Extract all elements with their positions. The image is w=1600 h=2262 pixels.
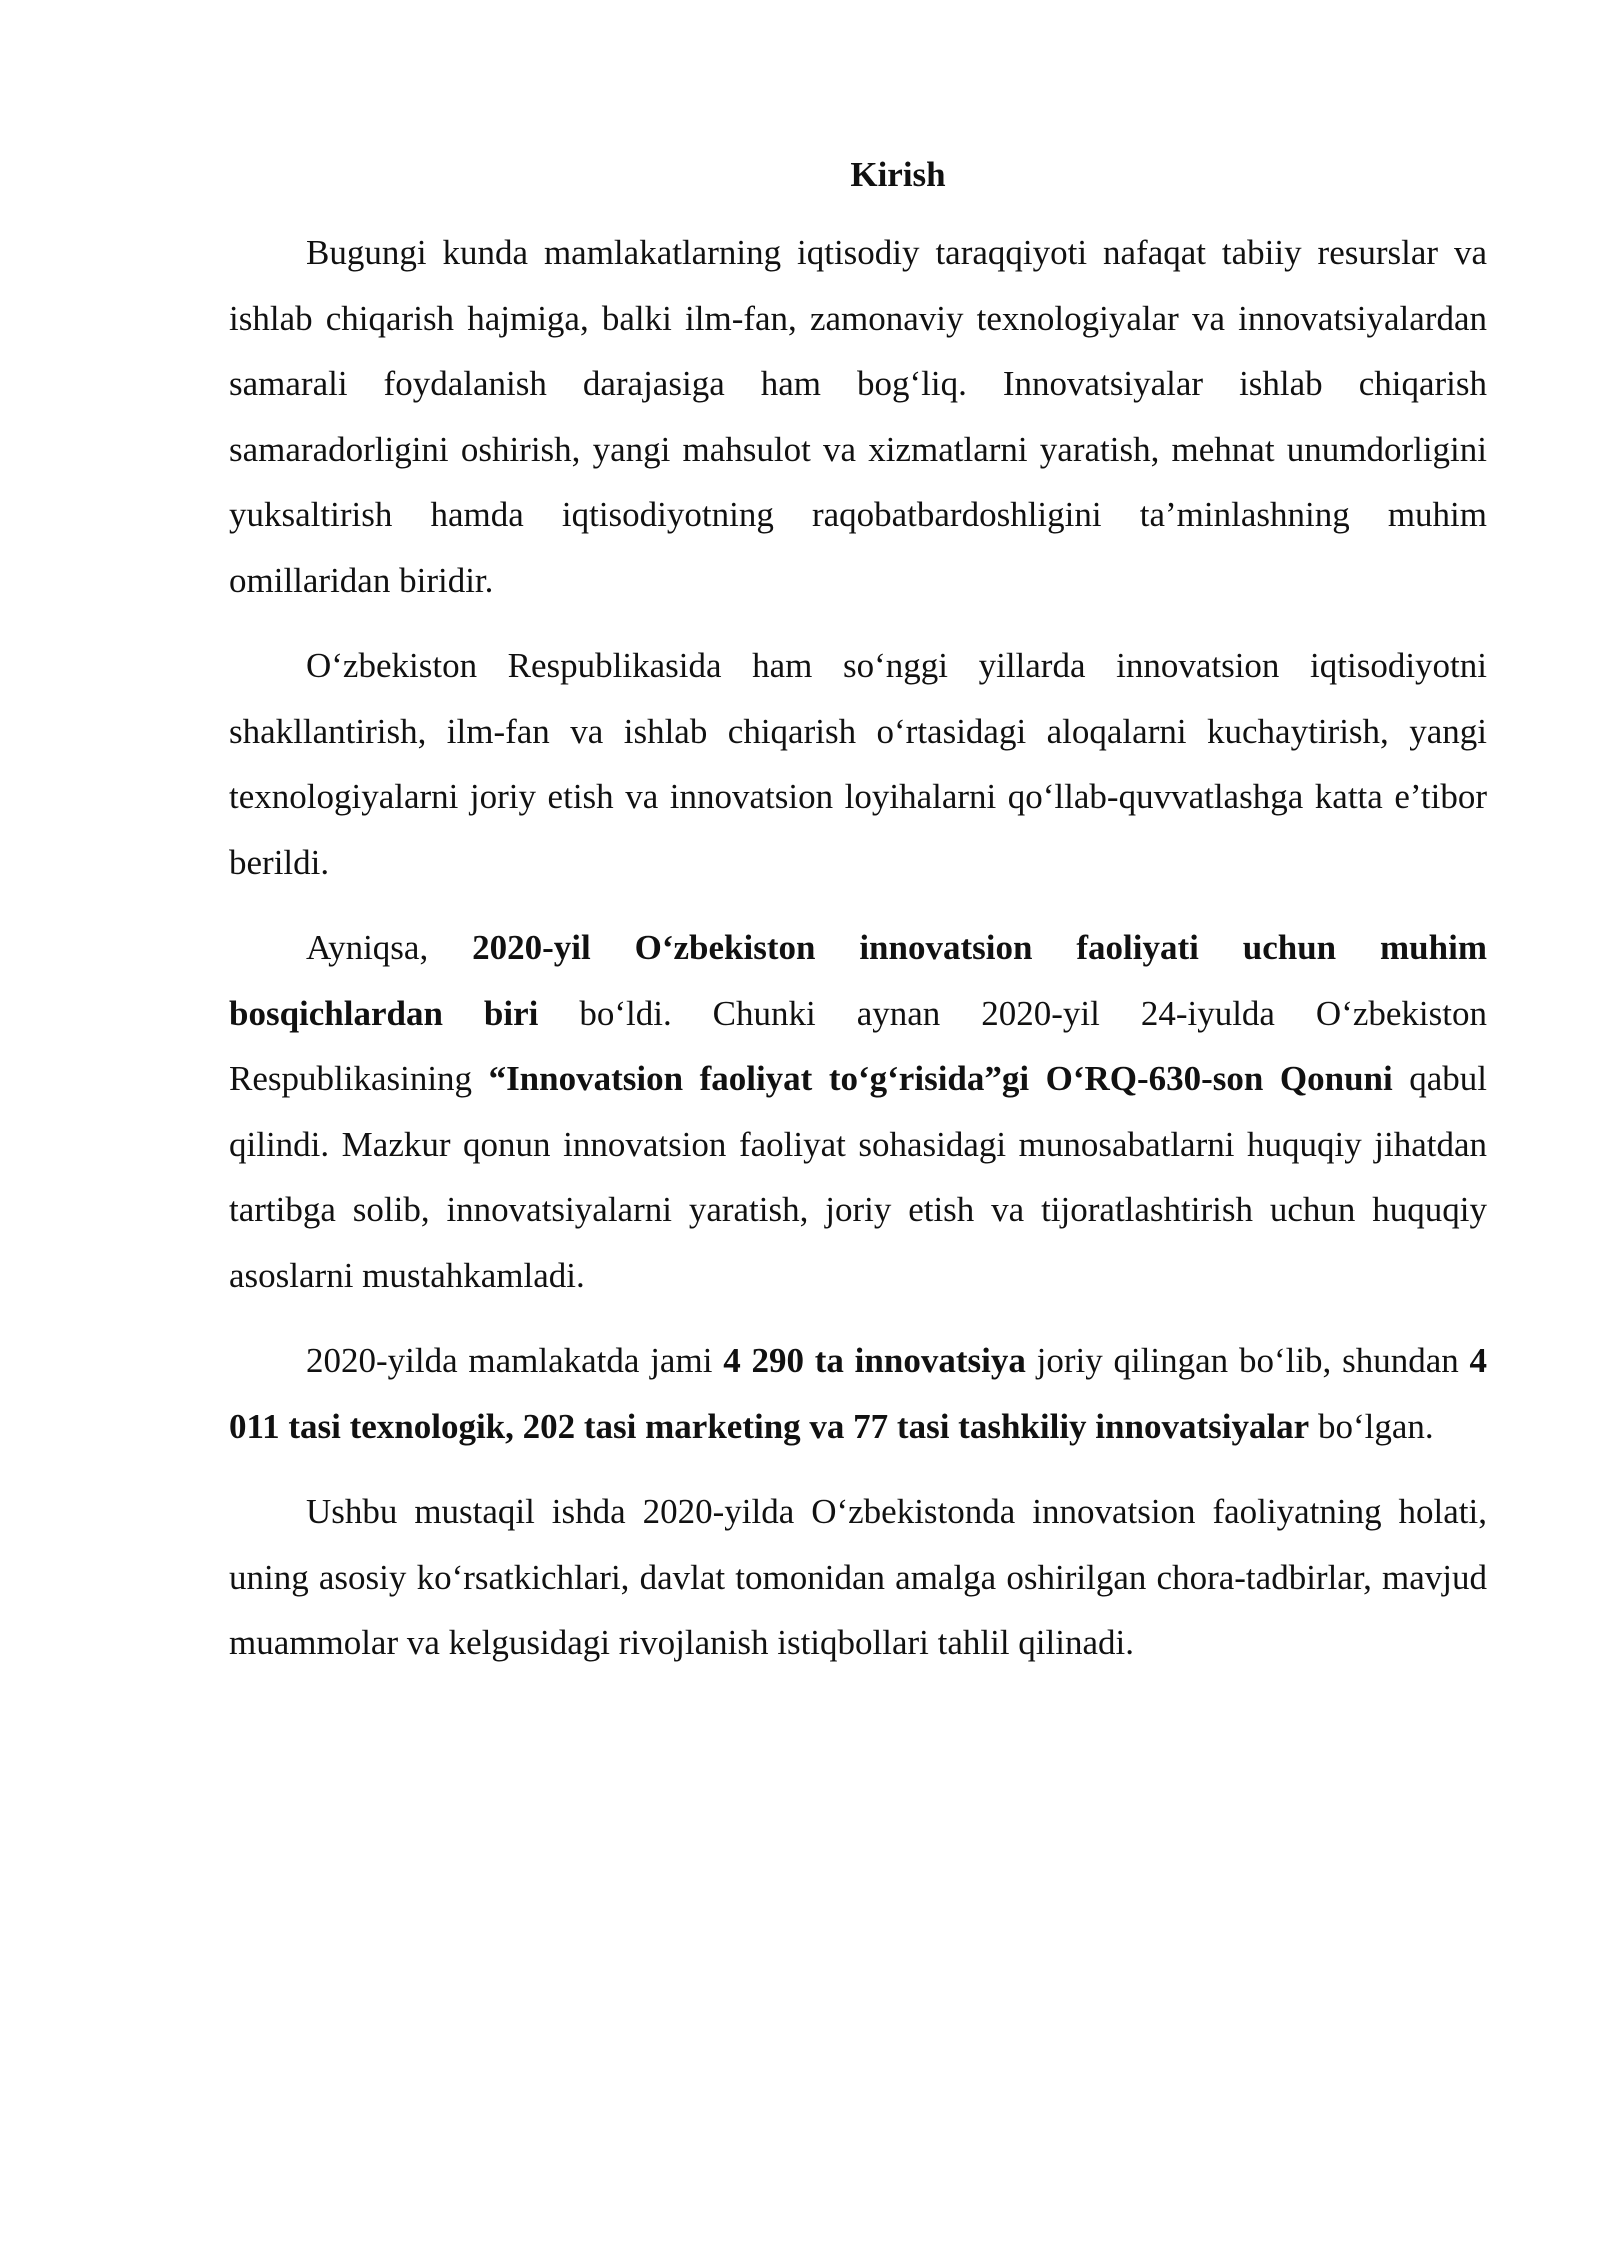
document-body [229,150,1487,1696]
paragraph-4-text-c: bo‘lgan. [1309,1406,1434,1446]
paragraph-3-bold-law: “Innovatsion faoliyat to‘g‘risida”gi O‘RQ-630-son Qonuni [488,1059,1393,1098]
page-title: Kirish [850,155,946,194]
paragraph-4-text-b: joriy qilingan bo‘lib, shundan [1025,1341,1470,1380]
paragraph-4 [229,1328,1487,1459]
paragraph-5 [229,1479,1487,1676]
paragraph-3-bold-milestone: 2020-yil O‘zbekiston innovatsion faoliyati uchun muhim bosqichlardan biri [229,928,1487,1033]
paragraph-2-text: O‘zbekiston Respublikasida ham so‘nggi yillarda innovatsion iqtisodiyotni shakllantirish, ilm-fan va ishlab chiqarish o‘rtasidagi aloqalarni kuchaytirish, yangi texnologiyalarni joriy etish va innovatsion loyihalarni qo‘llab-quvvatlashga katta e’tibor berildi. [229,646,1487,882]
paragraph-4-bold-breakdown: 4 011 tasi texnologik, 202 tasi marketing va 77 tasi tashkiliy innovatsiyalar [229,1341,1487,1446]
paragraph-5-text: Ushbu mustaqil ishda 2020-yilda O‘zbekistonda innovatsion faoliyatning holati, uning asosiy ko‘rsatkichlari, davlat tomonidan amalga oshirilgan chora-tadbirlar, mavjud muammolar va kelgusidagi rivojlanish istiqbollari tahlil qilinadi. [229,1492,1487,1662]
paragraph-3-text-c: qabul qilindi. Mazkur qonun innovatsion faoliyat sohasidagi munosabatlarni huquqiy jihatdan tartibga solib, innovatsiyalarni yaratish, joriy etish va tijoratlashtirish uchun huquqiy asoslarni mustahkamladi. [229,1059,1487,1295]
paragraph-1 [229,220,1487,613]
paragraph-2 [229,633,1487,895]
paragraph-3-text-b: bo‘ldi. Chunki aynan 2020-yil 24-iyulda O‘zbekiston Respublikasining [229,993,1487,1098]
paragraph-3 [229,915,1487,1308]
paragraph-4-bold-total: 4 290 ta innovatsiya [723,1341,1026,1380]
paragraph-4-text-a: 2020-yilda mamlakatda jami [306,1341,724,1380]
paragraph-1-text: Bugungi kunda mamlakatlarning iqtisodiy taraqqiyoti nafaqat tabiiy resurslar va ishlab chiqarish hajmiga, balki ilm-fan, zamonaviy texnologiyalar va innovatsiyalardan samarali foydalanish darajasiga ham bog‘liq. Innovatsiyalar ishlab chiqarish samaradorligini oshirish, yangi mahsulot va xizmatlarni yaratish, mehnat unumdorligini yuksaltirish hamda iqtisodiyotning raqobatbardoshligini ta’minlashning muhim omillaridan biridir. [229,233,1487,600]
paragraph-3-text-a: Ayniqsa, [306,928,473,967]
